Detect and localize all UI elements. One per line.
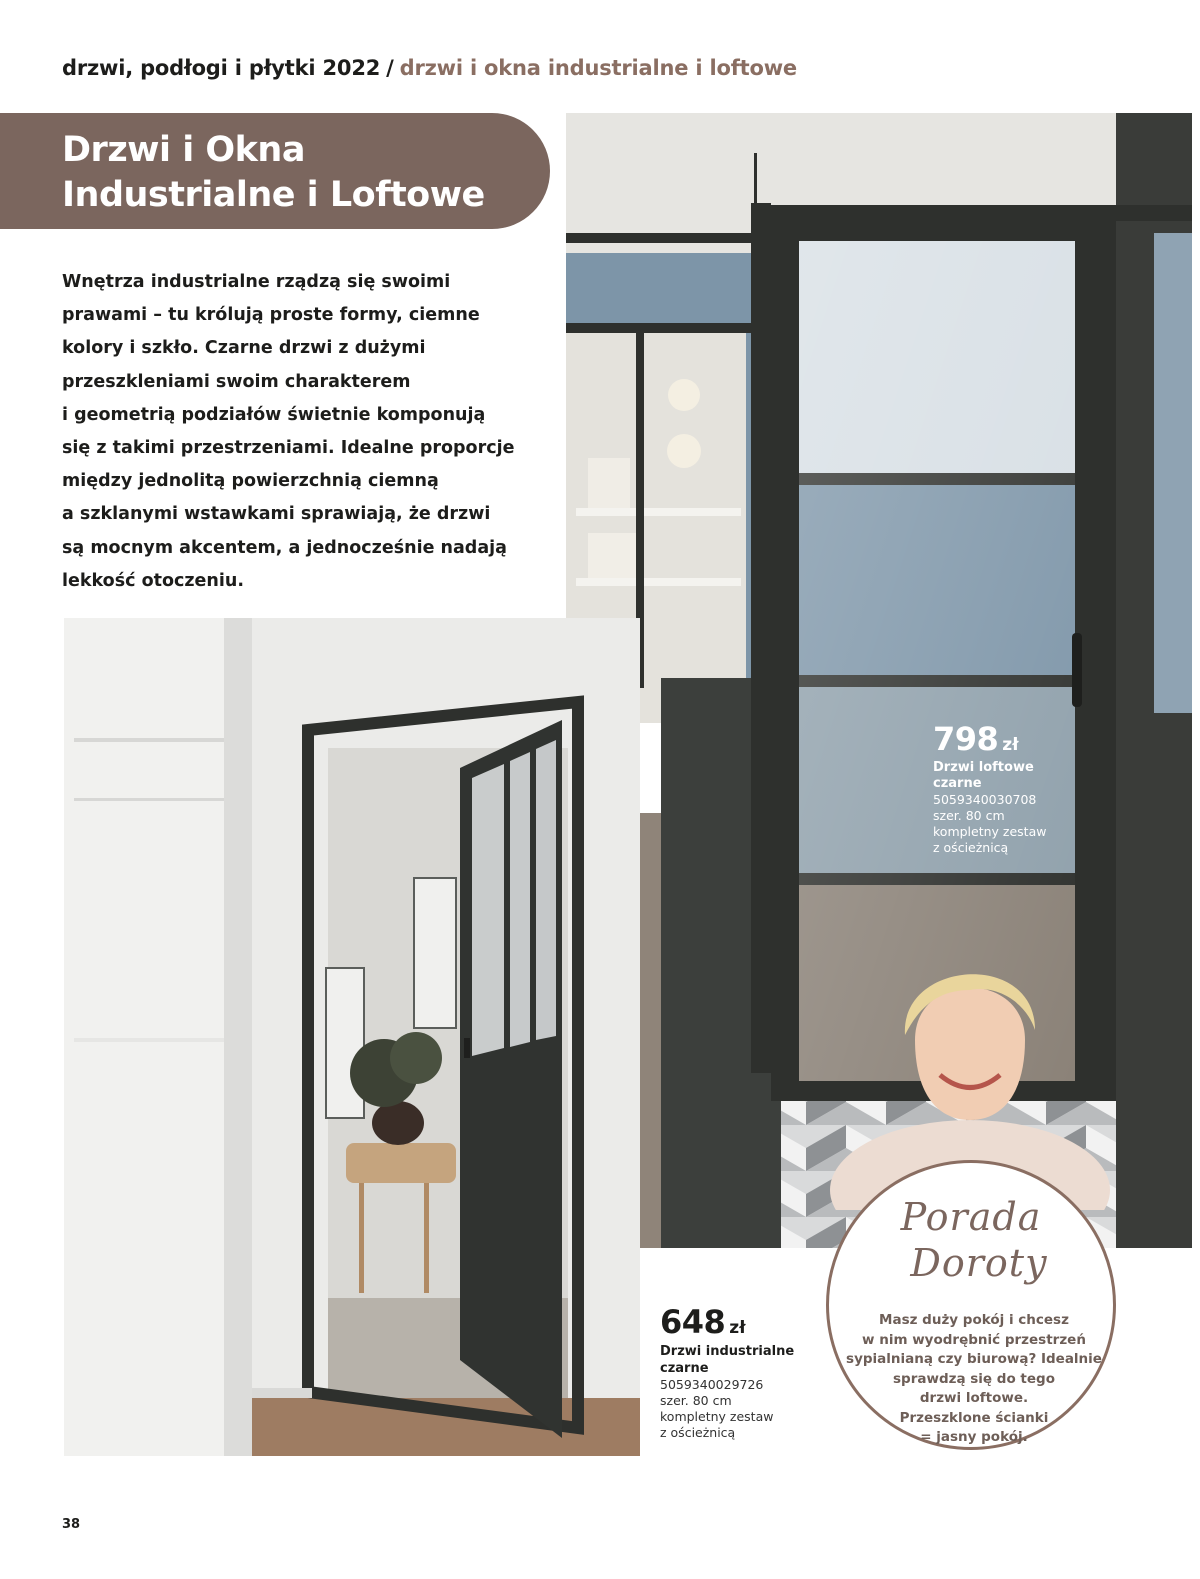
advice-line: Przeszklone ścianki: [899, 1409, 1049, 1426]
intro-line: Wnętrza industrialne rządzą się swoimi: [62, 272, 451, 292]
price-label-loft-door: [933, 720, 1046, 856]
price-label-industrial-door: [660, 1303, 810, 1441]
industrial-door-photo: [64, 618, 640, 1456]
product-note: z ościeżnicą: [933, 840, 1009, 855]
page-number: 38: [62, 1517, 81, 1532]
product-size: szer. 80 cm: [933, 808, 1005, 823]
intro-line: a szklanymi wstawkami sprawiają, że drzwi: [62, 504, 491, 525]
breadcrumb-section: drzwi, podłogi i płytki 2022: [62, 56, 381, 80]
page-title-line-2: Industrialne i Loftowe: [62, 175, 485, 215]
intro-line: kolory i szkło. Czarne drzwi z dużymi: [62, 338, 426, 359]
advice-heading-line-2: Doroty: [910, 1241, 1048, 1285]
price-amount: 648: [660, 1303, 726, 1341]
advice-line: Masz duży pokój i chcesz: [879, 1312, 1069, 1328]
page-title-line-1: Drzwi i Okna: [62, 130, 305, 170]
advice-heading-line-1: Porada: [900, 1195, 1042, 1239]
breadcrumb: [62, 56, 797, 80]
advice-line: = jasny pokój.: [920, 1429, 1028, 1445]
intro-line: lekkość otoczeniu.: [62, 570, 244, 591]
advice-text: [837, 1311, 1111, 1448]
product-name: Drzwi industrialne czarne: [660, 1344, 795, 1376]
product-size: szer. 80 cm: [660, 1393, 732, 1408]
intro-line: przeszkleniami swoim charakterem: [62, 371, 411, 392]
product-code: 5059340030708: [933, 792, 1037, 807]
price-currency: zł: [729, 1318, 746, 1338]
advice-line: sprawdzą się do tego: [893, 1370, 1055, 1387]
product-name: Drzwi loftowe czarne: [933, 760, 1034, 791]
price-amount: 798: [933, 720, 999, 758]
advice-line: drzwi loftowe.: [919, 1390, 1029, 1406]
product-note: z ościeżnicą: [660, 1425, 736, 1440]
intro-line: są mocnym akcentem, a jednocześnie nadają: [62, 537, 507, 558]
advice-badge: [826, 1160, 1116, 1450]
intro-line: i geometrią podziałów świetnie komponują: [62, 404, 486, 425]
intro-paragraph: [62, 266, 542, 598]
intro-line: prawami – tu królują proste formy, ciemne: [62, 305, 480, 326]
breadcrumb-current: drzwi i okna industrialne i loftowe: [399, 56, 797, 80]
product-note: kompletny zestaw: [933, 824, 1047, 839]
advice-line: sypialnianą czy biurową? Idealnie: [846, 1351, 1102, 1367]
product-note: kompletny zestaw: [660, 1409, 774, 1424]
product-code: 5059340029726: [660, 1377, 764, 1392]
intro-line: się z takimi przestrzeniami. Idealne proporcje: [62, 438, 515, 459]
intro-line: między jednolitą powierzchnią ciemną: [62, 471, 439, 492]
breadcrumb-separator: /: [386, 56, 394, 80]
advice-line: w nim wyodrębnić przestrzeń: [862, 1331, 1086, 1348]
title-banner: [0, 113, 550, 229]
price-currency: zł: [1002, 735, 1019, 755]
